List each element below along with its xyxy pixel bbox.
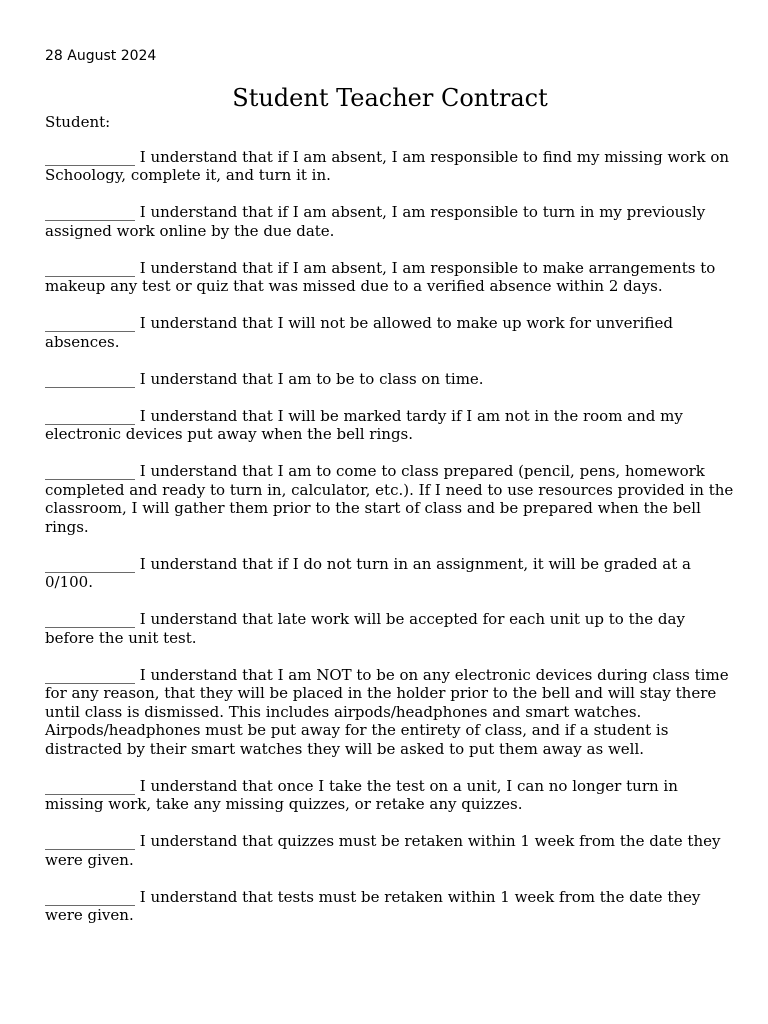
clause-text: I understand that if I am absent, I am responsible to find my missing work on Schoology, complete it, and turn it in. xyxy=(45,147,730,184)
contract-page xyxy=(45,47,735,943)
initial-blank: ____________ xyxy=(45,147,135,166)
contract-clause xyxy=(45,259,735,296)
clause-text: I understand that I will be marked tardy if I am not in the room and my electronic devices put away when the bell rings. xyxy=(45,406,683,443)
contract-clause xyxy=(45,462,735,536)
contract-clause xyxy=(45,888,735,925)
initial-blank: ____________ xyxy=(45,665,135,684)
contract-clause xyxy=(45,148,735,185)
clause-text: I understand that late work will be accepted for each unit up to the day before the unit test. xyxy=(45,610,685,647)
clause-text: I understand that I am NOT to be on any electronic devices during class time for any reason, that they will be placed in the holder prior to the bell and will stay there until class is dismissed. This includes airpods/headphones and smart watches. Airpods/headphones must be put away for the entirety of class, and if a student is distracted by their smart watches they will be asked to put them away as well. xyxy=(45,665,729,758)
initial-blank: ____________ xyxy=(45,258,135,277)
initial-blank: ____________ xyxy=(45,610,135,628)
initial-blank: ____________ xyxy=(45,406,135,425)
initial-blank: ____________ xyxy=(45,369,135,388)
student-label: Student: xyxy=(45,113,111,131)
initial-blank: ____________ xyxy=(45,832,135,850)
contract-clause xyxy=(45,666,735,759)
initial-blank: ____________ xyxy=(45,314,135,332)
contract-clause xyxy=(45,314,735,351)
contract-clause xyxy=(45,777,735,814)
initial-blank: ____________ xyxy=(45,462,135,480)
clause-text: I understand that if I am absent, I am responsible to make arrangements to makeup any test or quiz that was missed due to a verified absence within 2 days. xyxy=(45,258,716,295)
document-date: 28 August 2024 xyxy=(45,48,157,64)
contract-clauses xyxy=(45,148,735,925)
initial-blank: ____________ xyxy=(45,887,135,906)
clause-text: I understand that once I take the test on a unit, I can no longer turn in missing work, take any missing quizzes, or retake any quizzes. xyxy=(45,776,678,813)
initial-blank: ____________ xyxy=(45,554,135,573)
contract-clause xyxy=(45,832,735,869)
clause-text: I understand that quizzes must be retaken within 1 week from the date they were given. xyxy=(45,832,721,869)
clause-text: I understand that I am to come to class prepared (pencil, pens, homework completed and ready to turn in, calculator, etc.). If I need to use resources provided in the classroom, I will gather them prior to the start of class and be prepared when the bell rings. xyxy=(45,462,734,536)
contract-clause xyxy=(45,610,735,647)
clause-text: I understand that if I do not turn in an assignment, it will be graded at a 0/100. xyxy=(45,554,691,591)
contract-clause xyxy=(45,407,735,444)
initial-blank: ____________ xyxy=(45,776,135,795)
page-title: Student Teacher Contract xyxy=(232,84,548,112)
clause-text: I understand that I will not be allowed to make up work for unverified absences. xyxy=(45,314,673,351)
initial-blank: ____________ xyxy=(45,203,135,221)
clause-text: I understand that tests must be retaken within 1 week from the date they were given. xyxy=(45,887,701,924)
clause-text: I understand that I am to be to class on time. xyxy=(139,369,484,388)
contract-clause xyxy=(45,555,735,592)
clause-text: I understand that if I am absent, I am responsible to turn in my previously assigned work online by the due date. xyxy=(45,203,706,240)
contract-clause xyxy=(45,370,735,389)
contract-clause xyxy=(45,203,735,240)
